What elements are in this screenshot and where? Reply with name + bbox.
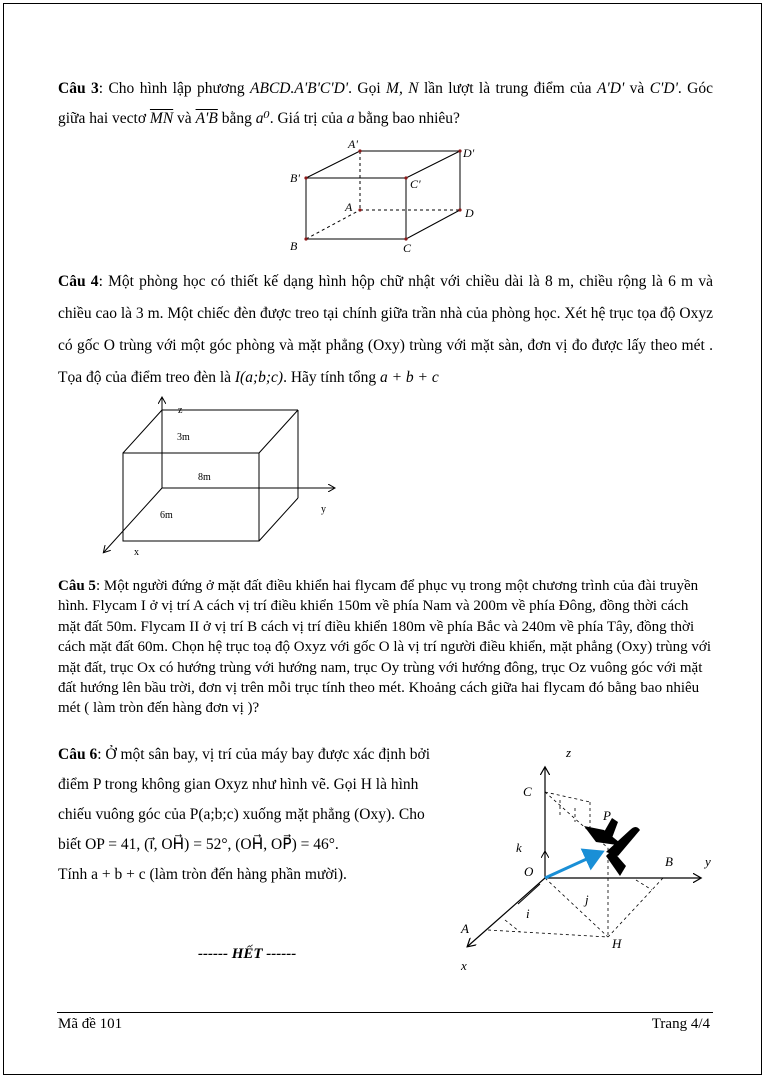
label-d1: D' bbox=[463, 146, 475, 160]
q4-point: I(a;b;c) bbox=[234, 369, 284, 386]
q3-cube: ABCD.A'B'C'D' bbox=[250, 80, 349, 97]
vector-k-label: k⃗ bbox=[516, 840, 532, 855]
axis-z: z bbox=[178, 405, 183, 416]
label-b: B bbox=[290, 239, 298, 253]
q3-p2: C'D' bbox=[649, 80, 678, 97]
footer-divider bbox=[57, 1012, 713, 1013]
vector-j-label: j⃗ bbox=[585, 892, 599, 907]
dim-length: 8m bbox=[198, 472, 211, 483]
airplane-figure bbox=[455, 745, 725, 975]
axis-x: x bbox=[134, 547, 139, 558]
q3-p1: A'D' bbox=[596, 80, 625, 97]
label-c: C bbox=[403, 241, 412, 255]
vector-i-label: i⃗ bbox=[526, 906, 540, 921]
label-c1: C' bbox=[410, 177, 421, 191]
q3-vector-mn: $\overline{MN}$ bbox=[149, 110, 174, 127]
q3-text: . Góc giữa hai vectơ bbox=[58, 80, 713, 127]
q3-label: Câu 3 bbox=[58, 80, 99, 97]
page-number: Trang 4/4 bbox=[651, 1016, 710, 1032]
question-3 bbox=[58, 74, 713, 134]
q5-label: Câu 5 bbox=[58, 578, 96, 594]
axis-y-label: y bbox=[705, 854, 711, 869]
axis-y: y bbox=[321, 504, 326, 515]
label-b1: B' bbox=[290, 171, 300, 185]
q4-text2: . Hãy tính tổng bbox=[283, 369, 380, 386]
q6-text: : Ở một sân bay, vị trí của máy bay được xác định bởi điểm P trong không gian Oxyz như hình vẽ. Gọi H là hình chiếu vuông góc của P(a;b;c) xuống mặt phẳng (Oxy). Cho biết OP = 41, (i⃗, OH⃗) = 52°, (OH⃗, OP⃗) = 46°. bbox=[58, 746, 431, 853]
airplane-icon bbox=[584, 818, 640, 876]
q3-text: bằng bao nhiêu? bbox=[354, 110, 460, 127]
q6-task: Tính a + b + c (làm tròn đến hàng phần mười). bbox=[58, 866, 347, 883]
q3-mn: M, N bbox=[386, 80, 419, 97]
q3-text: . Gọi bbox=[348, 80, 387, 97]
label-a: A bbox=[345, 200, 353, 214]
q3-angle: a⁰ bbox=[255, 110, 270, 127]
q5-text: : Một người đứng ở mặt đất điều khiển hai flycam để phục vụ trong một chương trình của đài truyền hình. Flycam I ở vị trí A cách vị trí điều khiển 150m về phía Nam và 200m về phía Đông, đồng thời cách mặt đất 50m. Flycam II ở vị trí B cách vị trí điều khiển 180m về phía Bắc và 240m về phía Tây, đồng thời cách mặt đất 60m. Chọn hệ trục toạ độ Oxyz với gốc O là vị trí người điều khiển, mặt phẳng (Oxy) trùng với mặt đất, trục Ox có hướng trùng với hướng nam, trục Oy trùng với hướng đông, trục Oz vuông góc với mặt đất hướng lên bầu trời, đơn vị trên mỗi trục tính theo mét. Khoảng cách giữa hai flycam đó bằng bao nhiêu mét ( làm tròn đến hàng đơn vị )? bbox=[58, 578, 712, 717]
axis-x-label: x bbox=[461, 958, 467, 973]
q6-label: Câu 6 bbox=[58, 746, 98, 763]
cube-figure bbox=[280, 135, 490, 260]
q4-sum: a + b + c bbox=[379, 369, 439, 386]
q3-text: và bbox=[173, 110, 196, 127]
question-4 bbox=[58, 266, 713, 394]
q3-text: và bbox=[624, 80, 650, 97]
point-h-label: H bbox=[612, 936, 622, 951]
q3-text: : Cho hình lập phương bbox=[98, 80, 251, 97]
point-p-label: P bbox=[603, 808, 611, 823]
exam-code: Mã đề 101 bbox=[58, 1016, 123, 1032]
label-a1: A' bbox=[348, 137, 358, 151]
axis-z-label: z bbox=[566, 745, 572, 760]
dim-height: 3m bbox=[177, 432, 190, 443]
q4-label: Câu 4 bbox=[58, 273, 99, 290]
point-b-label: B bbox=[665, 854, 673, 869]
label-d: D bbox=[465, 206, 474, 220]
question-6 bbox=[58, 740, 438, 890]
q3-vector-a1b: A'B bbox=[195, 110, 218, 127]
q3-text: . Giá trị của bbox=[269, 110, 347, 127]
q3-text: lần lượt là trung điểm của bbox=[418, 80, 597, 97]
end-marker: ------ HẾT ------ bbox=[198, 946, 297, 962]
q4-text: : Một phòng học có thiết kế dạng hình hộp chữ nhật với chiều dài là 8 m, chiều rộng là 6 m và chiều cao là 3 m. Một chiếc đèn được treo tại chính giữa trần nhà của phòng học. Xét hệ trục tọa độ Oxyz có gốc O trùng với một góc phòng và mặt phẳng (Oxy) trùng với mặt sàn, đơn vị đo được lấy theo mét . Tọa độ của điểm treo đèn là bbox=[58, 273, 713, 386]
question-5 bbox=[58, 576, 713, 719]
q3-a: a bbox=[346, 110, 355, 127]
point-a-label: A bbox=[461, 921, 469, 936]
room-figure bbox=[95, 392, 345, 562]
q3-text: bằng bbox=[217, 110, 256, 127]
dim-width: 6m bbox=[160, 510, 173, 521]
origin-label: O bbox=[524, 864, 534, 879]
point-c-label: C bbox=[523, 784, 532, 799]
